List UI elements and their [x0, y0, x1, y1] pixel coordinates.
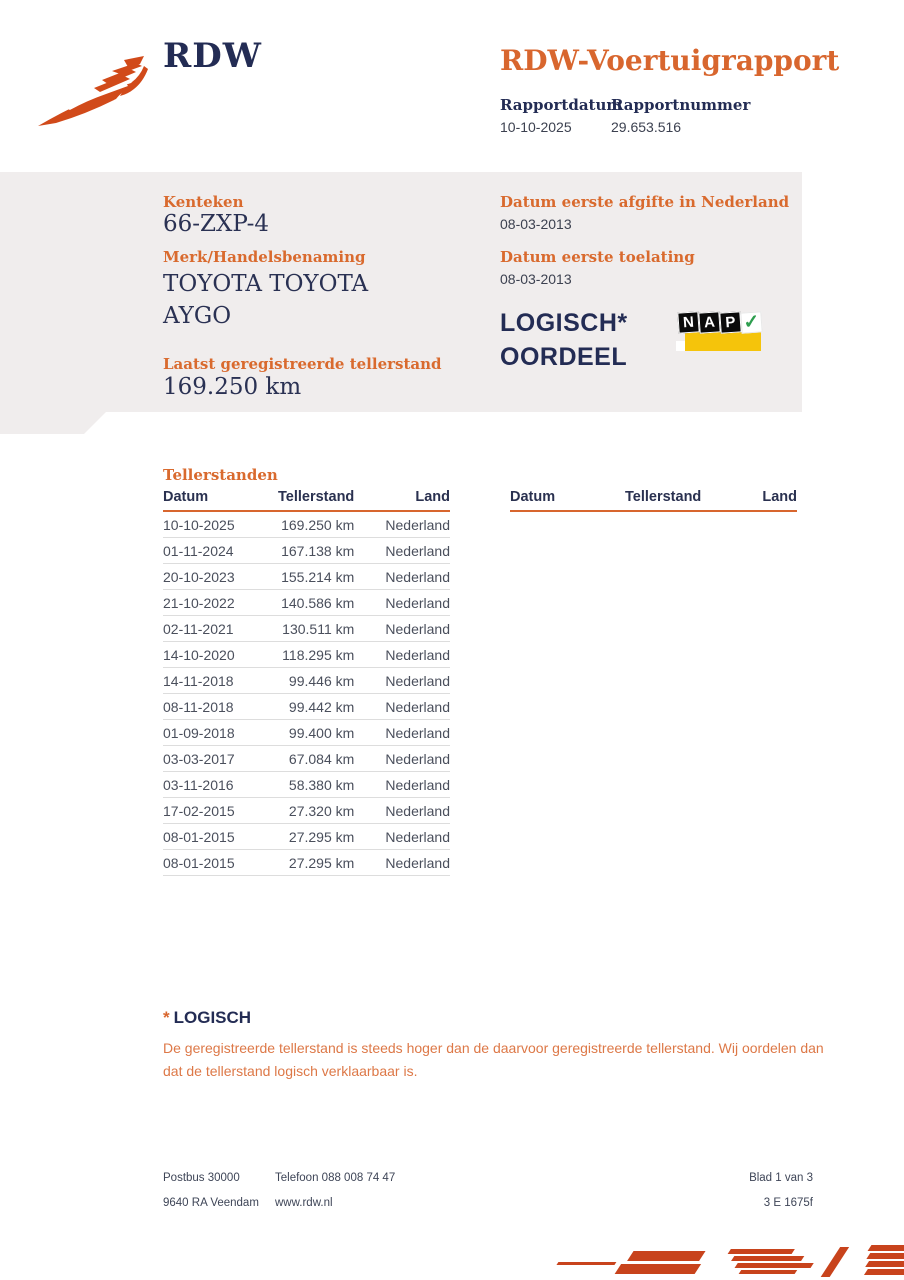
- rdw-wing-logo-icon: [36, 56, 150, 141]
- table-row: 14-11-2018 99.446 km Nederland: [163, 668, 450, 694]
- nap-letter-a: A: [698, 311, 720, 333]
- note-text: De geregistreerde tellerstand is steeds hoger dan de daarvoor geregistreerde tellerstand. Wij oordelen dan dat de tellerstand logisch verklaarbaar is.: [163, 1040, 824, 1079]
- table-header-row: [163, 487, 450, 511]
- report-date-value: 10-10-2025: [500, 119, 572, 135]
- table-row: 21-10-2022 140.586 km Nederland: [163, 590, 450, 616]
- toelating-label: Datum eerste toelating: [500, 248, 695, 266]
- nap-letter-n: N: [677, 311, 699, 333]
- note-asterisk: *: [163, 1008, 170, 1027]
- note-title-text: LOGISCH: [173, 1008, 252, 1027]
- rdw-logo-text: RDW: [163, 36, 262, 76]
- footer-address-line2: 9640 RA Veendam: [163, 1197, 259, 1209]
- laatste-tellerstand-value: 169.250 km: [163, 374, 302, 400]
- footer-address-line1: Postbus 30000: [163, 1172, 240, 1184]
- footer-phone: Telefoon 088 008 74 47: [275, 1172, 396, 1184]
- table-row: 20-10-2023 155.214 km Nederland: [163, 564, 450, 590]
- table-row: 02-11-2021 130.511 km Nederland: [163, 616, 450, 642]
- afgifte-label: Datum eerste afgifte in Nederland: [500, 193, 790, 211]
- oordeel-text: [500, 306, 628, 374]
- nap-logo: [676, 310, 762, 354]
- table-row: 03-03-2017 67.084 km Nederland: [163, 746, 450, 772]
- table-row: 08-01-2015 27.295 km Nederland: [163, 824, 450, 850]
- vehicle-summary-panel: [0, 172, 802, 434]
- column-header-tellerstand: Tellerstand: [625, 487, 701, 511]
- report-date-label: Rapportdatum: [500, 96, 623, 114]
- kenteken-value: 66-ZXP-4: [163, 211, 270, 237]
- column-header-datum: Datum: [163, 487, 278, 511]
- column-header-datum: Datum: [510, 487, 625, 511]
- note-title: [163, 1008, 251, 1028]
- nap-checkmark-icon: ✓: [740, 311, 762, 333]
- merk-label: Merk/Handelsbenaming: [163, 248, 366, 266]
- page-title: RDW-Voertuigrapport: [500, 44, 840, 77]
- report-number-label: Rapportnummer: [611, 96, 751, 114]
- table-row: 03-11-2016 58.380 km Nederland: [163, 772, 450, 798]
- footer-doc-code: 3 E 1675f: [763, 1197, 813, 1209]
- table-row: 08-11-2018 99.442 km Nederland: [163, 694, 450, 720]
- tellerstanden-section-title: Tellerstanden: [163, 466, 278, 484]
- table-row: 10-10-2025 169.250 km Nederland: [163, 511, 450, 538]
- column-header-land: Land: [354, 487, 450, 511]
- footer-stripes-graphic-icon: [500, 1238, 904, 1280]
- column-header-tellerstand: Tellerstand: [278, 487, 354, 511]
- toelating-value: 08-03-2013: [500, 271, 572, 287]
- merk-value: TOYOTA TOYOTA AYGO: [163, 271, 369, 329]
- laatste-tellerstand-label: Laatst geregistreerde tellerstand: [163, 355, 442, 373]
- table-row: 17-02-2015 27.320 km Nederland: [163, 798, 450, 824]
- oordeel-line2: OORDEEL: [500, 343, 628, 371]
- nap-letter-p: P: [719, 311, 741, 333]
- column-header-land: Land: [701, 487, 797, 511]
- tellerstanden-table-left: [163, 487, 450, 876]
- report-number-value: 29.653.516: [611, 119, 682, 135]
- table-header-row: [510, 487, 797, 511]
- kenteken-label: Kenteken: [163, 193, 244, 211]
- table-row: 01-11-2024 167.138 km Nederland: [163, 538, 450, 564]
- table-row: 01-09-2018 99.400 km Nederland: [163, 720, 450, 746]
- afgifte-value: 08-03-2013: [500, 216, 572, 232]
- table-row: 14-10-2020 118.295 km Nederland: [163, 642, 450, 668]
- tellerstanden-table-right: [510, 487, 797, 512]
- footer-page-indicator: Blad 1 van 3: [749, 1172, 813, 1184]
- table-row: 08-01-2015 27.295 km Nederland: [163, 850, 450, 876]
- footer-website: www.rdw.nl: [275, 1197, 333, 1209]
- tellerstanden-body: [163, 511, 450, 876]
- oordeel-line1: LOGISCH*: [500, 309, 628, 337]
